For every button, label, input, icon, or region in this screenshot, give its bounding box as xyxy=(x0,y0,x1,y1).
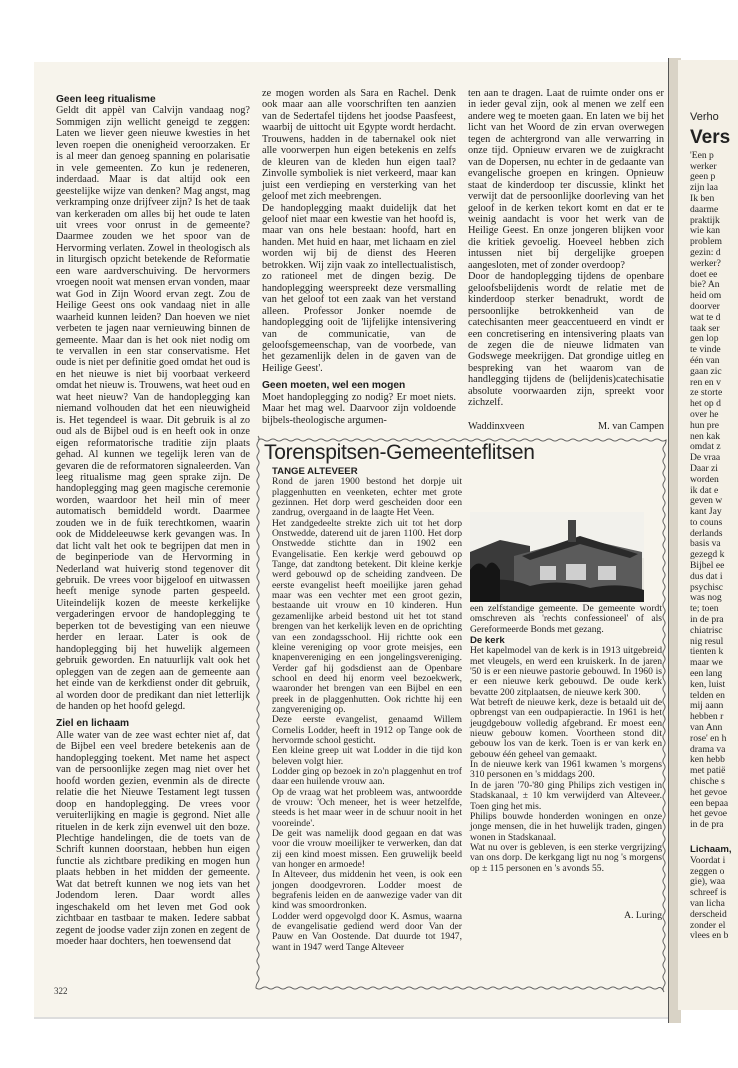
next-page-line: van Ann xyxy=(690,722,723,734)
box-paragraph: Het kapelmodel van de kerk is in 1913 uitgebreid met vleugels, en werd een kruiskerk. In de jaren '50 is er een nieuwe pastorie gebouwd. In 1960 is er een nieuwe kerk gebouwd. De oude kerk bevatte 200 zitplaatsen, de nieuwe kerk 300. xyxy=(470,645,662,698)
box-subtitle: TANGE ALTEVEER xyxy=(272,466,358,477)
next-page-line: kant Jay xyxy=(690,506,722,518)
next-page-line: derlands xyxy=(690,527,723,539)
next-page-line: to couns xyxy=(690,516,723,528)
next-page-line: ken, luist xyxy=(690,678,726,690)
box-paragraph: Het zandgedeelte strekte zich uit tot het dorp Onstwedde, daterend uit de jaren 1100. Het dorp Onstwedde stichtte dan in 1902 een Evangelisatie. Een kerkje werd gebouwd op Tange, dat zandtong betekent. Dit kleine kerkje werd gebouwd op de scheiding zandveen. De eerste evangelist heeft moeilijke jaren gehad maar was een vechter met een groot gezin, bestaande uit vrouw en 10 kinderen. Hun gezamenlijke arbeid bestond uit het tot stand brengen van het kerkelijk leven en de oprichting van een zondagsschool. Hij richtte ook een kleine vereniging op voor grote meisjes, een knapenvereniging en een jongelingsvereniging. Verder gaf hij godsdienst aan de Openbare school en deed hij enorm veel bezoekwerk, waaronder het brengen van een Bijbel en een preek in de plaggenhutten. Ook richtte hij een zangvereniging op. xyxy=(272,517,462,715)
next-page-line: derscheid xyxy=(690,908,727,920)
section-heading: Geen leeg ritualisme xyxy=(56,94,156,105)
paragraph: De handoplegging maakt duidelijk dat het geloof niet maar een kwestie van het hoofd is, maar van ons hele bestaan: hoofd, hart en handen. Met huid en haar, met lichaam en ziel worden wij bij de dienst des Heeren betrokken. Wij zijn vaak zo intellectualistisch, zo rationeel met de dingen bezig. De handoplegging weerspreekt deze versmalling van het geloof tot een zaak van het verstand alleen. Professor Jonker noemde de handoplegging ooit de 'lijfelijke intensivering van de communicatie, van de geloofsgemeenschap, van de voorbede, van het gezamenlijk delen in de gaven van de Heilige Geest'. xyxy=(262,202,456,374)
next-page-header: Verho xyxy=(690,111,719,123)
next-page-line: over he xyxy=(690,408,719,420)
next-page-line: gezin: d xyxy=(690,246,721,258)
next-page-line: gezegd k xyxy=(690,549,725,561)
next-page-heading: Lichaam, xyxy=(690,844,732,855)
next-page-line: wie kan xyxy=(690,225,721,237)
next-page-line: gie), waa xyxy=(690,876,726,888)
church-photo xyxy=(470,512,644,602)
box-paragraph: Rond de jaren 1900 bestond het dorpje uit plaggenhutten en veenketen, echter met grote gezinnen. Het dorp werd gescheiden door een zandrug, overgaand in de laagte Het Veen. xyxy=(272,476,462,519)
next-page-line: Ik ben xyxy=(690,192,715,204)
section-heading: Geen moeten, wel een mogen xyxy=(262,380,406,392)
next-page-line: daarme xyxy=(690,203,719,215)
next-page-line: hebben r xyxy=(690,711,724,723)
next-page-line: werker xyxy=(690,160,717,172)
box-col2-intro-text: een zelfstandige gemeente. De gemeente wordt omschreven als 'rechts confessioneel' of als Gereformeerde Bonds met gezang. xyxy=(470,603,662,635)
next-page-line: een bepaa xyxy=(690,797,729,809)
signature-author: M. van Campen xyxy=(597,421,664,432)
next-page-line: wat te d xyxy=(690,311,721,323)
page-number: 322 xyxy=(54,986,68,996)
box-paragraph: Wat betreft de nieuwe kerk, deze is betaald uit de opbrengst van een oudpapieractie. In 1961 is het jeugdgebouw volledig afgebrand. Er moest een nieuw gebouw komen. Voortheen stond dit gebouw los van de kerk. Toen is er van kerk en gebouw één geheel van gemaakt. xyxy=(470,697,662,760)
next-page-line: één van xyxy=(690,354,720,366)
box-title: Torenspitsen-Gemeenteflitsen xyxy=(264,441,535,464)
box-banner xyxy=(264,441,664,465)
box-paragraph: Wat nu over is gebleven, is een sterke vergrijzing van ons dorp. De kerkgang ligt nu nog 's morgens op ± 115 personen en 's avonds 55. xyxy=(470,841,662,874)
next-page-line: Bijbel ee xyxy=(690,560,725,572)
box-paragraph: Lodder ging op bezoek in zo'n plaggenhut en trof daar een huilende vrouw aan. xyxy=(272,765,462,788)
article-column-2 xyxy=(262,88,456,426)
next-page-line: De vraa xyxy=(690,452,721,464)
next-page-line: ren en v xyxy=(690,376,721,388)
next-page-line: nig resul xyxy=(690,635,724,647)
next-page-line: bie? An xyxy=(690,279,720,291)
next-page-line: chische s xyxy=(690,776,725,788)
next-page-line: in de pra xyxy=(690,819,724,831)
next-page-line: dus dat i xyxy=(690,570,723,582)
next-page-line: basis va xyxy=(690,538,721,550)
next-page-line: zonder el xyxy=(690,919,726,931)
next-page-line: rose' en h xyxy=(690,732,727,744)
next-page-line: werker? xyxy=(690,257,721,269)
paragraph: ze mogen worden als Sara en Rachel. Denk ook maar aan alle voorschriften ten aanzien van de Sedertafel tijdens het joodse Paasfeest, waarbij de uittocht uit Egypte wordt herdacht. Trouwens, hadden in de tabernakel ook niet alle voorwerpen hun eigen betekenis en zelfs de kleuren van de kleden hun eigen taal? Zinvolle symboliek is niet verkeerd, maar kan juist een verdieping en versterking van het geloof met zich meebrengen. xyxy=(262,88,456,203)
box-paragraph: Deze eerste evangelist, genaamd Willem Cornelis Lodder, heeft in 1912 op Tange ook de hervormde school gesticht. xyxy=(272,714,462,746)
next-page-line: te; toen xyxy=(690,603,719,615)
article-column-3 xyxy=(468,88,664,409)
next-page-line: geen p xyxy=(690,171,716,183)
next-page-line: tienten k xyxy=(690,646,724,658)
next-page-line: problem xyxy=(690,236,722,248)
next-page-line: het gevoe xyxy=(690,808,728,820)
box-author: A. Luring xyxy=(624,910,662,921)
section-heading: Ziel en lichaam xyxy=(56,718,130,730)
next-page-line: zijn laa xyxy=(690,182,718,194)
signature-place: Waddinxveen xyxy=(468,421,525,432)
next-page-line: schreef is xyxy=(690,887,727,899)
box-paragraph: In de jaren '70-'80 ging Philips zich vestigen in Stadskanaal, ± 10 km verwijderd van Alteveer. Toen ging het mis. xyxy=(470,779,662,812)
next-page-line: het op d xyxy=(690,398,721,410)
next-page-line: nen kak xyxy=(690,430,721,442)
box-paragraph: Philips bouwde honderden woningen en onze jonge mensen, die in het huwelijk traden, gingen wonen in Stadskanaal. xyxy=(470,810,662,843)
next-page-line: telden en xyxy=(690,689,725,701)
next-page-line: worden xyxy=(690,473,719,485)
next-page-line: praktijk xyxy=(690,214,720,226)
next-page-column xyxy=(690,112,738,942)
paragraph: Moet handoplegging zo nodig? Er moet niets. Maar het mag wel. Daarvoor zijn voldoende bijbels-theologische argumen- xyxy=(262,391,456,426)
box-paragraph: Een kleine greep uit wat Lodder in die tijd kon beleven volgt hier. xyxy=(272,745,462,767)
next-page-line: een lang xyxy=(690,668,723,680)
next-page-line: chiatrisc xyxy=(690,624,723,636)
box-paragraph: In de nieuwe kerk van 1961 kwamen 's morgens 310 personen en 's middags 200. xyxy=(470,759,662,781)
paragraph: ten aan te dragen. Laat de ruimte onder ons er in ieder geval zijn, ook al menen we zelf een andere weg te moeten gaan. En laten we bij het licht van het Woord de zin ervan overwegen tegen de achtergrond van alle verwarring in onze tijd. Opnieuw ervaren we de zuigkracht van de Dopersen, nu echter in de gedaante van evangelische groepen en kringen. Opnieuw staat de kinderdoop ter discussie, klinkt het verwijt dat de persoonlijke doorleving van het geloof in de kerken tekort komt en dat er te weinig aandacht is voor het werk van de Heilige Geest. En onze jongeren blijken voor die kritiek gevoelig. Hoeveel hebben zich intussen niet bij dergelijke groepen aangesloten, met of zonder overdoop? xyxy=(468,88,664,271)
next-page-line: doet ee xyxy=(690,268,718,280)
next-page-line: zeggen o xyxy=(690,865,725,877)
next-page-line: te vinde xyxy=(690,344,721,356)
next-page-line: gaan zic xyxy=(690,365,722,377)
next-page-line: geven w xyxy=(690,495,723,507)
next-page-line: mij aann xyxy=(690,700,724,712)
box-column-2 xyxy=(470,636,662,874)
box-paragraph: In Alteveer, dus middenin het veen, is ook een jongen doodgevroren. Lodder moest de begrafenis leiden en de aanwezige vader van dit kind was smoordronken. xyxy=(272,869,462,912)
next-page-line: maar we xyxy=(690,657,723,669)
next-page-line: het gevoe xyxy=(690,786,728,798)
next-page-line: vlees en b xyxy=(690,930,729,942)
next-page-line: in de pra xyxy=(690,614,724,626)
box-author-line xyxy=(470,911,662,921)
next-page-line: gen lop xyxy=(690,333,719,345)
article-column-1 xyxy=(56,88,250,948)
next-page-line: psychisc xyxy=(690,581,724,593)
next-page-line: heid om xyxy=(690,290,722,302)
box-paragraph: De geit was namelijk dood gegaan en dat was voor die vrouw moeilijker te verwerken, dan dat zij een kind moest missen. Een gruwelijk beeld van honger en armoede! xyxy=(272,828,462,871)
next-page-line: Daar zi xyxy=(690,462,718,474)
next-page-line: ken hebb xyxy=(690,754,725,766)
next-page-line: 'Een p xyxy=(690,149,714,161)
paragraph: Alle water van de zee wast echter niet af, dat de Bijbel een veel bredere betekenis aan de handoplegging toekent. Met name het aspect van de persoonlijke zegen mag niet over het hoofd worden gezien, evenmin als de directe relatie die het Nieuwe Testament legt tussen doop en handoplegging. De vrees voor veruiterlijking en magie is gegrond. Niet alle rituelen in de kerk zijn evenwel uit den boze. Plechtige handelingen, die de toets van de Schrift kunnen doorstaan, hebben hun eigen functie als zichtbare prediking en mogen hun plaats hebben in het midden der gemeente. Wat dat betreft kunnen we nog iets van het Jodendom leren. Daar wordt alles ingeschakeld om het leven met God ook zichtbaar en tastbaar te maken. Iedere sabbat zegent de joodse vader zijn zonen en zegent de moeder haar dochters, hen toewensend dat xyxy=(56,729,250,948)
paragraph: Geldt dit appèl van Calvijn vandaag nog? Sommigen zijn wellicht geneigd te zeggen: Laten we liever geen nieuwe kwesties in het leven roepen die onenigheid veroorzaken. Er is al meer dan genoeg spanning en polarisatie in vele gemeenten. Zo kun je redeneren, inderdaad. Maar is dat altijd ook een geestelijke wijze van denken? Mag angst, mag verkramping onze drijfveer zijn? Is het de taak van kerkeraden om alles bij het oude te laten uit vrees voor onrust in de gemeente? Daarmee zouden we het spoor van de Hervorming verlaten. Zowel in theologisch als in liturgisch opzicht betekende de Reformatie een ware aardverschuiving. De hervormers vroegen nooit wat mensen ervan vonden, maar wat God in Zijn Woord ervan zegt. Zou de Heilige Geest ons ook vandaag niet in alle waarheid kunnen leiden? Dan hoeven we niet verbeten te jagen naar vernieuwing binnen de gemeente. Maar dan is het ook niet nodig om te vervallen in een star conservatisme. Het oude is niet per definitie goed omdat het oud is en het nieuwe is niet bij voorbaat verkeerd omdat het nieuw is. Trouwens, wat heet oud en wat heet nieuw? Van de handoplegging kan niemand volhouden dat het een nieuwigheid is. Het tegendeel is waar. Dit gebruik is al zo oud als de Bijbel oud is en heeft ook in onze eigen reformatorische traditie zijn plaats gehad. Al kunnen we tegelijk leren van de gevaren die de reformatoren signaleerden. Van leeg ritualisme mag geen sprake zijn. De handoplegging mag geen magische ceremonie worden, waardoor het heil min of meer automatisch bemiddeld wordt. Daarmee zouden we in de fuik terechtkomen, waarin ook de Middeleeuwse kerk gevangen was. In dat licht valt het ook te begrijpen dat men in de beginperiode van de Hervorming in Nederland wat huiverig stond tegenover dit gebruik. De vrees voor bijgeloof en uitwassen heeft menige synode parten gespeeld. Uiteindelijk kozen de meeste kerkelijke vergaderingen ervoor de handoplegging te beperken tot de bevestiging van een nieuwe herder en leraar. Later is ook de handoplegging bij het huwelijk algemeen gebruik geworden. En natuurlijk valt ook het opleggen van de zegen aan de gemeente aan het einde van de kerkdienst onder dit gebruik, al worden door de predikant dan niet letterlijk de handen op het hoofd gelegd. xyxy=(56,105,250,713)
next-page-line: ze storte xyxy=(690,387,723,399)
next-page-line: doorver xyxy=(690,300,720,312)
next-page-line: van licha xyxy=(690,897,725,909)
box-column-2-intro xyxy=(470,604,662,635)
next-page-line: hun pre xyxy=(690,419,720,431)
box-col2-heading: De kerk xyxy=(470,635,505,646)
box-paragraph: Op de vraag wat het probleem was, antwoordde de vrouw: 'Och meneer, het is weer hetzelfde, steeds is het maar weer in de schuur nooit in het vooreinde'. xyxy=(272,786,462,829)
next-page-line: was nog xyxy=(690,592,722,604)
paragraph: Door de handoplegging tijdens de openbare geloofsbelijdenis wordt de relatie met de kinderdoop sterker benadrukt, wordt de persoonlijke betrokkenheid van de catechisanten meer geaccentueerd en vindt er een concretisering en intensivering plaats van de zegen die de nieuwe lidmaten van Godswege meekrijgen. Dat grondige uitleg en bespreking van het waarom van de handlegging tijdens de (belijdenis)catechisatie absolute voorwaarden zijn, spreekt voor zichzelf. xyxy=(468,271,664,409)
box-paragraph: Lodder werd opgevolgd door K. Asmus, waarna de evangelisatie gediend werd door Van der Pauw en Van Oostende. Dat duurde tot 1947, want in 1947 werd Tange Alteveer xyxy=(272,910,462,953)
next-page-line: ik dat e xyxy=(690,484,719,496)
box-column-1 xyxy=(272,467,462,953)
next-page-line: taak ser xyxy=(690,322,720,334)
next-page-line: Voordat i xyxy=(690,854,726,866)
next-page-title: Vers xyxy=(690,126,731,148)
next-page-line: omdat z xyxy=(690,441,721,453)
next-page-line: drama va xyxy=(690,743,726,755)
next-page-line: met patië xyxy=(690,765,726,777)
signature-line xyxy=(468,421,664,432)
